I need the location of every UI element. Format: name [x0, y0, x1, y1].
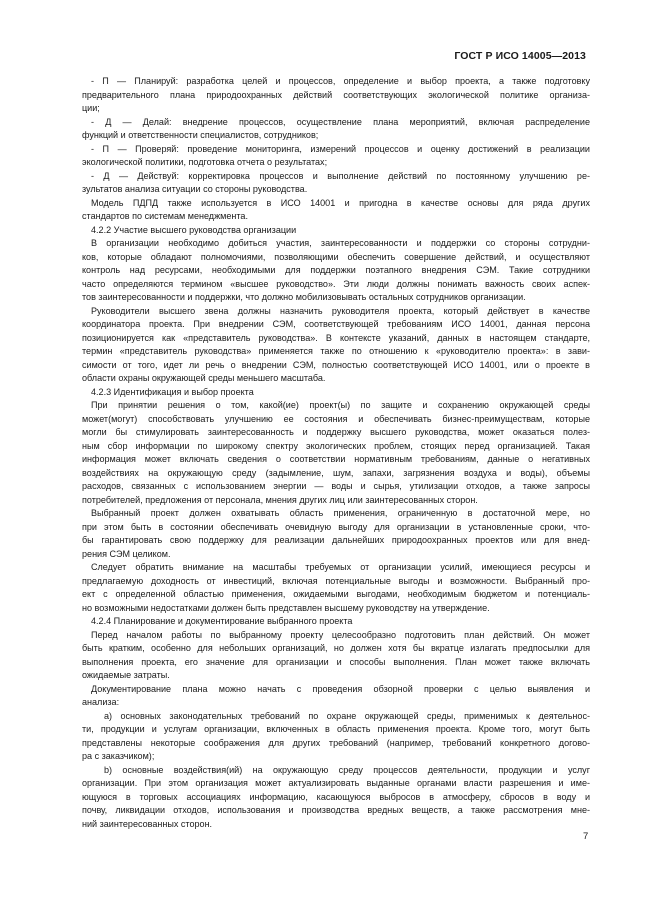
text-line: При принятии решения о том, какой(ие) проект(ы) по защите и сохранению окружающей среды	[91, 400, 590, 410]
text-line: при этом быть в состоянии обеспечивать очевидную выгоду для организации в установленные сроки, что-	[82, 521, 590, 532]
text-line: 4.2.2 Участие высшего руководства организации	[91, 224, 297, 235]
text-line: координатора проекта. При внедрении СЭМ, соответствующей требованиям ИСО 14001, данная персона	[82, 319, 590, 329]
text-line: 4.2.4 Планирование и документирование выбранного проекта	[91, 616, 353, 626]
text-line: бы гарантировать свою поддержку для реализации дальнейших природоохранных проектов или для внед-	[82, 535, 590, 545]
text-line: ект с определенной областью применения, ожидаемыми выгодами, необходимым бюджетом и потенциаль-	[82, 589, 590, 599]
text-line: но возможными недостатками должен быть представлен высшему руководству на утверждение.	[82, 602, 490, 613]
text-line: ным сбор информации по широкому спектру экологических проблем, стоящих перед организацией. Такая	[82, 440, 590, 451]
text-line: позиционируется как «представитель руководства». В контексте указаний, данных в настоящем стандарте,	[82, 332, 590, 343]
text-line: выполнения проекта, его значение для организации и способы выполнения. План может также включать	[82, 656, 590, 667]
text-line: контроль над ресурсами, необходимыми для поддержки поэтапного внедрения СЭМ. Такие сотрудники	[82, 265, 590, 275]
text-line: Модель ПДПД также используется в ИСО 14001 и пригодна в качестве основы для ряда других	[91, 197, 590, 208]
text-line: ти, продукции и услугам организации, включенных в область применения проекта. Кроме того, могут быть	[82, 724, 590, 734]
text-line: предварительного плана природоохранных действий соответствующих экологической политике организа-	[82, 89, 590, 100]
text-line: ков, которые обладают полномочиями, позволяющими обеспечить совершение действий, и осуществляют	[82, 251, 590, 262]
text-line: могли бы стимулировать заинтересованность и поддержку высшего руководства, может оказаться полез-	[82, 427, 590, 437]
text-line: расходов, связанных с использованием энергии — воды и сырья, утилизации отходов, а также запросы	[82, 481, 590, 491]
text-line: ции;	[82, 103, 100, 113]
text-line: - Д — Действуй: корректировка процессов и выполнение действий по постоянному улучшению ре-	[91, 170, 590, 181]
text-line: быть кратким, особенно для небольших организаций, но должен хотя бы вкратце излагать предпосылки для	[82, 643, 590, 653]
text-line: области охраны окружающей среды меньшего масштаба.	[82, 373, 326, 383]
text-line: воздействиях на окружающую среду (задымление, шум, запахи, загрязнения воздуха и воды), объемы	[82, 467, 590, 478]
text-line: ний заинтересованных сторон.	[82, 818, 213, 829]
text-line: ющуюся в торговых ассоциациях информацию, касающуюся выбросов в атмосферу, сбросов в воду и	[82, 791, 590, 802]
document-header: ГОСТ Р ИСО 14005—2013	[454, 50, 586, 62]
text-line: а) основных законодательных требований по охране окружающей среды, применимых к деятельнос-	[104, 710, 590, 721]
text-line: зультатов анализа ситуации со стороны руководства.	[82, 184, 308, 194]
document-body	[82, 75, 590, 831]
text-line: почву, ликвидации отходов, использования и производства вредных веществ, а также рассмотрения мне-	[82, 805, 590, 815]
text-line: часто определяются термином «высшее руководство». Эти люди должны понимать важность своих аспек-	[82, 278, 590, 289]
text-line: - П — Планируй: разработка целей и процессов, определение и выбор проекта, а также подготовку	[91, 76, 590, 86]
text-line: стандартов по системам менеджмента.	[82, 211, 248, 221]
text-line: b) основные воздействия(ий) на окружающую среду процессов деятельности, продукции и услуг	[104, 764, 590, 775]
text-line: экологической политики, подготовка отчета о результатах;	[82, 157, 328, 167]
text-line: Руководители высшего звена должны назначить руководителя проекта, который действует в качестве	[91, 305, 590, 316]
text-line: В организации необходимо добиться участия, заинтересованности и поддержки со стороны сотрудни-	[91, 238, 590, 248]
text-line: организации. При этом организация может актуализировать выданные органами власти разрешения и име-	[82, 778, 590, 788]
text-line: симости от того, идет ли речь о внедрении СЭМ, полностью соответствующей ИСО 14001, или о проекте в	[82, 359, 590, 370]
text-line: Перед началом работы по выбранному проекту целесообразно подготовить план действий. Он может	[91, 629, 590, 640]
text-line: 4.2.3 Идентификация и выбор проекта	[91, 386, 254, 397]
text-line: рения СЭМ целиком.	[82, 548, 171, 559]
text-line: может(могут) способствовать улучшению ее состояния и обеспечивать бизнес-преимуществам, которые	[82, 413, 590, 424]
text-line: предлагаемую доходность от инвестиций, включая потенциальные выгоды и возможности. Выбранный про-	[82, 575, 590, 586]
text-line: Документирование плана можно начать с проведения обзорной проверки с целью выявления и	[91, 683, 590, 694]
text-line: представлены некоторые соображения для других требований (например, требований конкретного догово-	[82, 737, 590, 748]
text-line: ожидаемые затраты.	[82, 670, 170, 680]
text-line: - Д — Делай: внедрение процессов, осуществление плана мероприятий, включая распределение	[91, 116, 590, 127]
text-line: анализа:	[82, 697, 120, 707]
text-line: ра с заказчиком);	[82, 751, 155, 761]
text-line: тов заинтересованности и поддержки, что должно мобилизовывать остальных сотрудников организации.	[82, 292, 526, 302]
text-line: Следует обратить внимание на масштабы требуемых от организации усилий, имеющиеся ресурсы и	[91, 562, 590, 572]
text-line: Выбранный проект должен охватывать область применения, ограниченную в достаточной мере, но	[91, 508, 590, 518]
text-line: информация может включать сведения о соответствии нормативным требованиям, данные о негативных	[82, 454, 590, 464]
text-line: термин «представитель руководства» применяется также по отношению к «руководителю проекта»: в зави-	[82, 346, 590, 356]
text-line: потребителей, предложения от персонала, мнения других лиц или заинтересованных сторон.	[82, 494, 478, 505]
page-number: 7	[583, 831, 589, 842]
text-line: функций и ответственности специалистов, сотрудников;	[82, 130, 319, 140]
text-line: - П — Проверяй: проведение мониторинга, измерений процессов и оценку достижений в реализации	[91, 143, 590, 154]
